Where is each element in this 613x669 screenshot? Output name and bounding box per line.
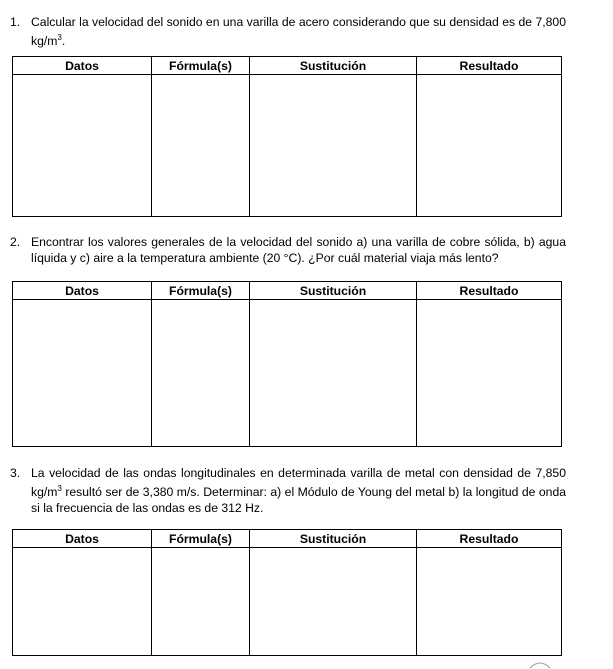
table-header-row bbox=[13, 282, 562, 300]
header-formulas: Fórmula(s) bbox=[152, 530, 250, 548]
cell-datos[interactable] bbox=[13, 300, 152, 447]
problem-number: 3. bbox=[10, 466, 21, 480]
problem-text-end: resultó ser de 3,380 m/s. Determinar: a) el Módulo de Young del metal b) la longitud de onda si la frecuencia de las ondas es de 312 Hz. bbox=[31, 485, 566, 516]
header-formulas: Fórmula(s) bbox=[152, 282, 250, 300]
header-resultado: Resultado bbox=[417, 530, 562, 548]
header-resultado: Resultado bbox=[417, 282, 562, 300]
answer-table-1 bbox=[12, 56, 562, 217]
header-datos: Datos bbox=[13, 57, 152, 75]
problem-text-main: Calcular la velocidad del sonido en una varilla de acero considerando que su densidad es de 7,800 kg/m bbox=[31, 15, 566, 49]
problem-text: Encontrar los valores generales de la velocidad del sonido a) una varilla de cobre sólida, b) agua líquida y c) aire a la temperatura ambiente (20 °C). ¿Por cuál material viaja más lento? bbox=[31, 235, 566, 265]
header-resultado: Resultado bbox=[417, 57, 562, 75]
cell-resultado[interactable] bbox=[417, 300, 562, 447]
superscript: 3 bbox=[57, 484, 62, 493]
answer-row bbox=[13, 75, 562, 217]
header-datos: Datos bbox=[13, 282, 152, 300]
cell-sustitucion[interactable] bbox=[250, 75, 417, 217]
cell-sustitucion[interactable] bbox=[250, 548, 417, 656]
cell-formulas[interactable] bbox=[152, 300, 250, 447]
cell-resultado[interactable] bbox=[417, 75, 562, 217]
table-header-row bbox=[13, 530, 562, 548]
problem-1 bbox=[10, 14, 566, 49]
header-sustitucion: Sustitución bbox=[250, 530, 417, 548]
cell-sustitucion[interactable] bbox=[250, 300, 417, 447]
problem-number: 1. bbox=[10, 15, 21, 29]
page-curl-icon bbox=[528, 660, 552, 669]
table-header-row bbox=[13, 57, 562, 75]
cell-formulas[interactable] bbox=[152, 548, 250, 656]
problem-number: 2. bbox=[10, 235, 21, 249]
header-formulas: Fórmula(s) bbox=[152, 57, 250, 75]
answer-row bbox=[13, 548, 562, 656]
header-sustitucion: Sustitución bbox=[250, 57, 417, 75]
superscript: 3 bbox=[57, 33, 62, 42]
problem-text-main: La velocidad de las ondas longitudinales en determinada varilla de metal con densidad de 7,850 kg/m bbox=[31, 466, 566, 500]
answer-table-3 bbox=[12, 529, 562, 656]
problem-3 bbox=[10, 465, 566, 516]
answer-row bbox=[13, 300, 562, 447]
problem-text bbox=[10, 465, 566, 516]
cell-formulas[interactable] bbox=[152, 75, 250, 217]
cell-datos[interactable] bbox=[13, 75, 152, 217]
cell-resultado[interactable] bbox=[417, 548, 562, 656]
header-datos: Datos bbox=[13, 530, 152, 548]
cell-datos[interactable] bbox=[13, 548, 152, 656]
problem-text bbox=[10, 14, 566, 49]
answer-table-2 bbox=[12, 281, 562, 447]
problem-text-end: . bbox=[61, 34, 66, 49]
problem-2 bbox=[10, 234, 566, 266]
header-sustitucion: Sustitución bbox=[250, 282, 417, 300]
